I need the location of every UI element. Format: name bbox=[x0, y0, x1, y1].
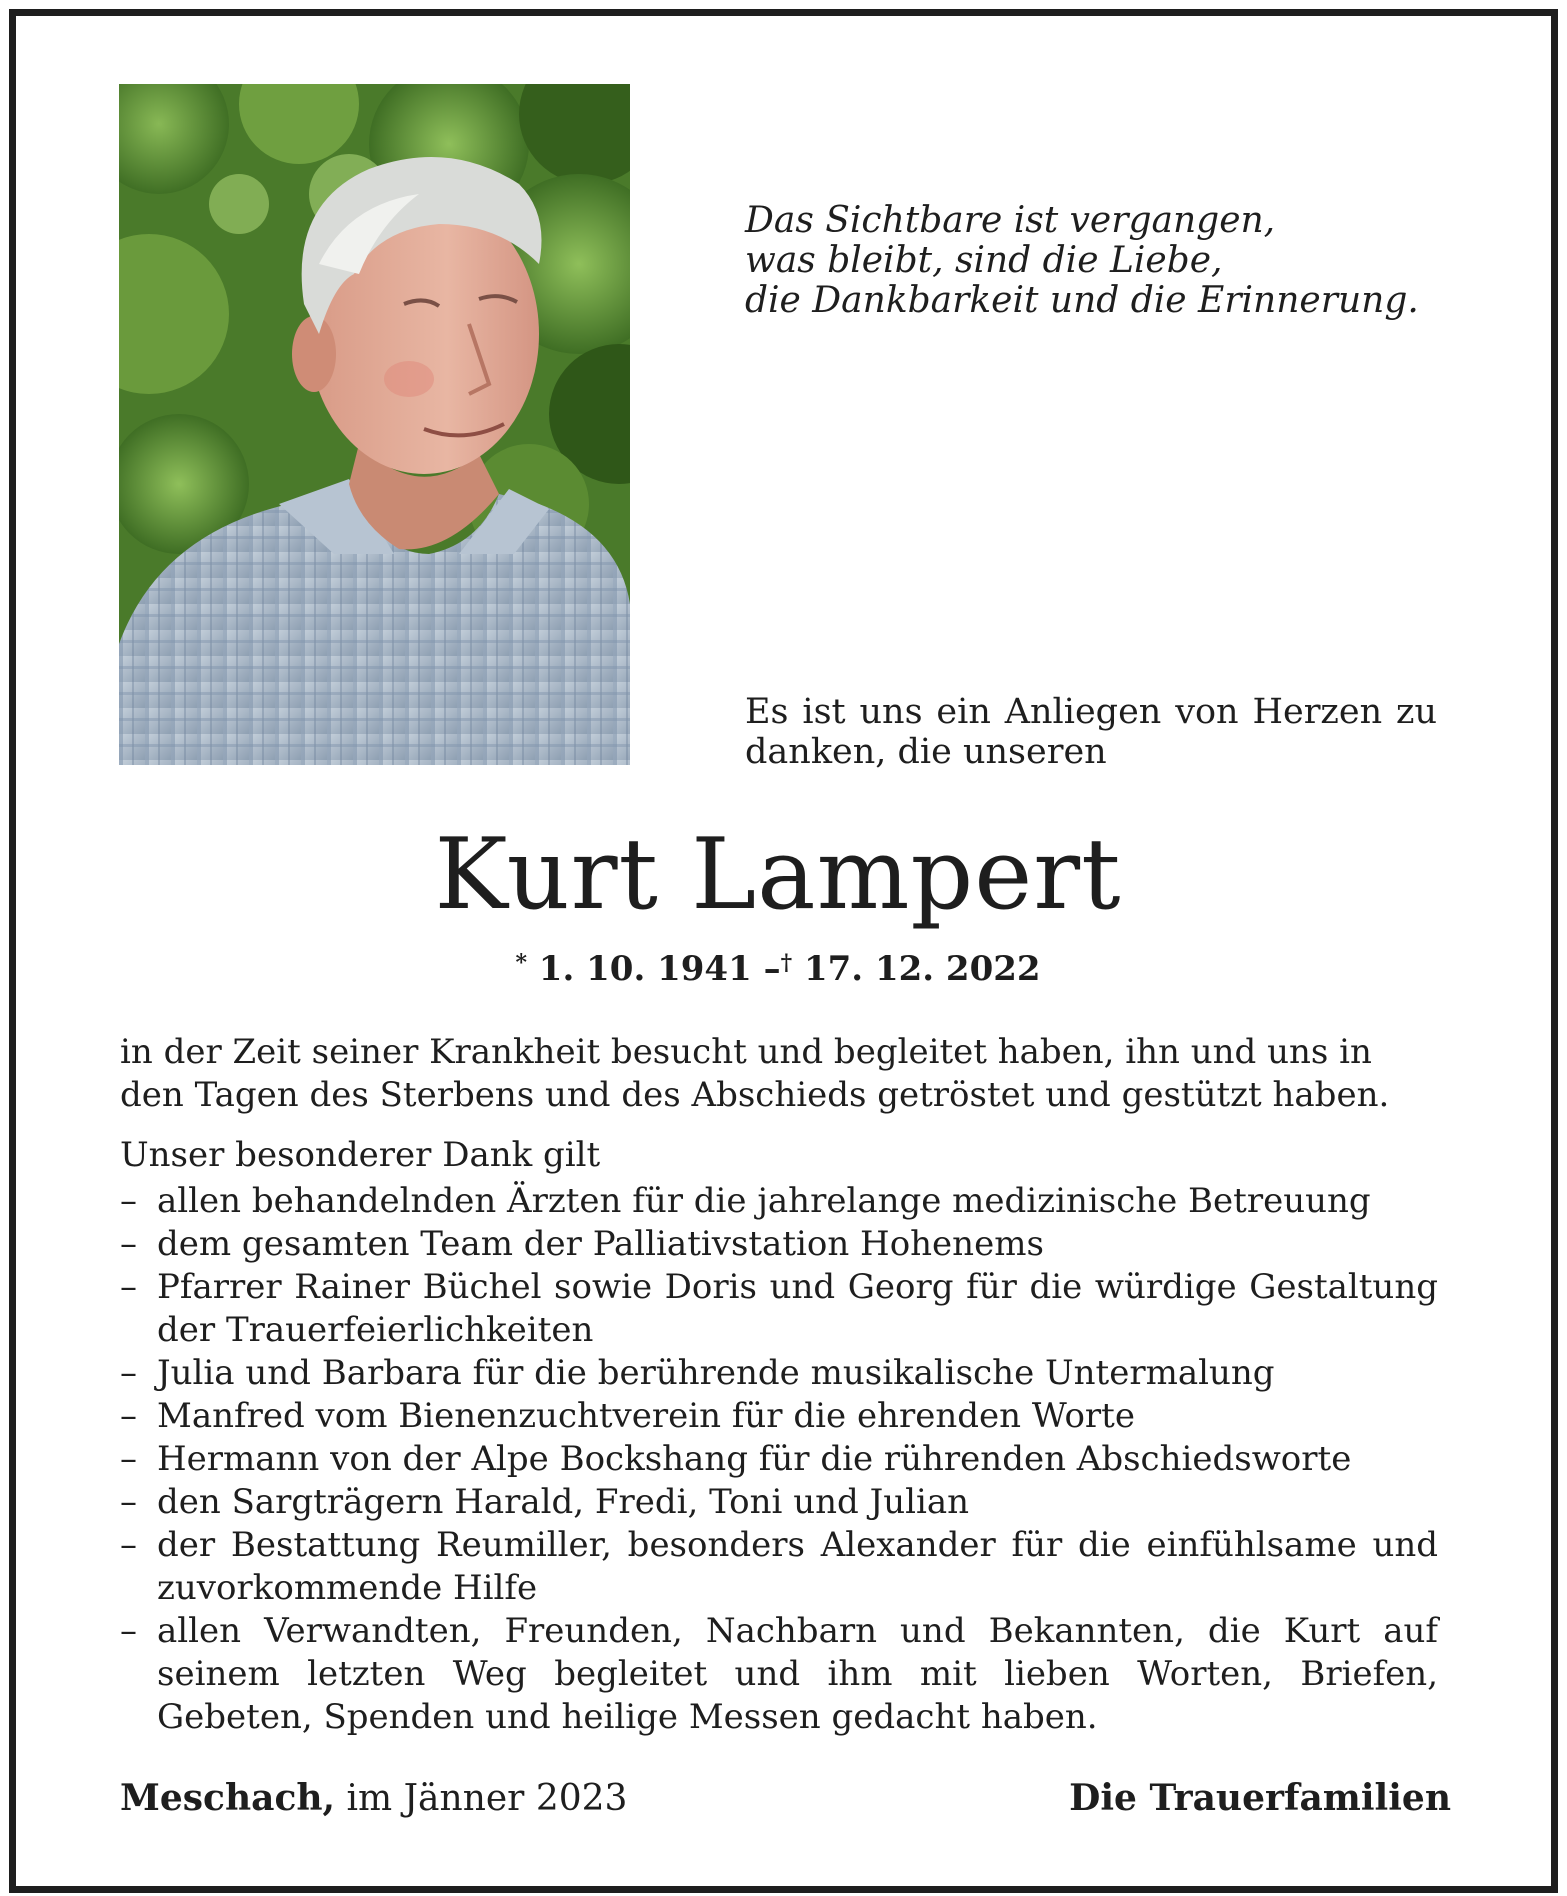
footer-signature: Die Trauerfamilien bbox=[1069, 1777, 1451, 1819]
thanks-item-text: allen behandelnden Ärzten für die jahrelange medizinische Betreuung bbox=[157, 1181, 1371, 1221]
dash-bullet: – bbox=[120, 1396, 137, 1436]
thanks-item bbox=[120, 1223, 1438, 1266]
thanks-item-text: dem gesamten Team der Palliativstation Hohenems bbox=[157, 1224, 1044, 1264]
death-date: 17. 12. 2022 bbox=[803, 949, 1041, 989]
footer-place: Meschach, bbox=[120, 1777, 336, 1819]
thanks-item-text: Hermann von der Alpe Bockshang für die rührenden Abschiedsworte bbox=[157, 1439, 1352, 1479]
intro-text: Es ist uns ein Anliegen von Herzen zu danken, die unseren bbox=[745, 692, 1437, 772]
footer-date: im Jänner 2023 bbox=[335, 1778, 628, 1819]
thanks-item-text: den Sargträgern Harald, Fredi, Toni und Julian bbox=[157, 1482, 970, 1522]
dash-bullet: – bbox=[120, 1181, 137, 1221]
dash-bullet: – bbox=[120, 1525, 137, 1565]
quote-line: was bleibt, sind die Liebe, bbox=[745, 240, 1223, 281]
thanks-item bbox=[120, 1266, 1438, 1352]
footer-place-date bbox=[120, 1777, 627, 1820]
dash-bullet: – bbox=[120, 1439, 137, 1479]
thanks-item-text: allen Verwandten, Freunden, Nachbarn und Bekannten, die Kurt auf seinem letzten Weg begleitet und ihm mit lieben Worten, Briefen, Gebeten, Spenden und heilige Messen gedacht haben. bbox=[157, 1611, 1438, 1737]
dash-bullet: – bbox=[120, 1482, 137, 1522]
portrait-photo bbox=[119, 84, 630, 765]
dash-bullet: – bbox=[120, 1267, 137, 1307]
dash-bullet: – bbox=[120, 1611, 137, 1651]
thanks-item-text: der Bestattung Reumiller, besonders Alexander für die einfühlsame und zuvorkommende Hilfe bbox=[157, 1525, 1438, 1608]
thanks-intro: Unser besonderer Dank gilt bbox=[120, 1135, 601, 1175]
birth-symbol: * bbox=[515, 950, 527, 976]
thanks-item bbox=[120, 1352, 1438, 1395]
thanks-item bbox=[120, 1180, 1438, 1223]
birth-date: 1. 10. 1941 bbox=[538, 949, 752, 989]
dash-bullet: – bbox=[120, 1224, 137, 1264]
thanks-item bbox=[120, 1610, 1438, 1739]
body-paragraph: in der Zeit seiner Krankheit besucht und begleitet haben, ihn und uns in den Tagen des Sterbens und des Abschieds getröstet und gestützt haben. bbox=[120, 1032, 1390, 1115]
thanks-item-text: Manfred vom Bienenzuchtverein für die ehrenden Worte bbox=[157, 1396, 1135, 1436]
thanks-item bbox=[120, 1481, 1438, 1524]
life-dates bbox=[0, 943, 1556, 989]
thanks-item-text: Pfarrer Rainer Büchel sowie Doris und Georg für die würdige Gestaltung der Trauerfeierlichkeiten bbox=[157, 1267, 1438, 1350]
quote-line: Das Sichtbare ist vergangen, bbox=[745, 200, 1276, 241]
quote-line: die Dankbarkeit und die Erinnerung. bbox=[745, 280, 1419, 321]
date-separator: – bbox=[763, 949, 781, 989]
dash-bullet: – bbox=[120, 1353, 137, 1393]
deceased-name: Kurt Lampert bbox=[434, 818, 1122, 932]
thanks-item-text: Julia und Barbara für die berührende musikalische Untermalung bbox=[157, 1353, 1275, 1393]
thanks-item bbox=[120, 1524, 1438, 1610]
thanks-item bbox=[120, 1395, 1438, 1438]
portrait-illustration bbox=[119, 84, 630, 765]
thanks-list bbox=[120, 1180, 1438, 1739]
death-symbol: † bbox=[780, 950, 793, 976]
memorial-quote bbox=[745, 201, 1505, 321]
thanks-item bbox=[120, 1438, 1438, 1481]
